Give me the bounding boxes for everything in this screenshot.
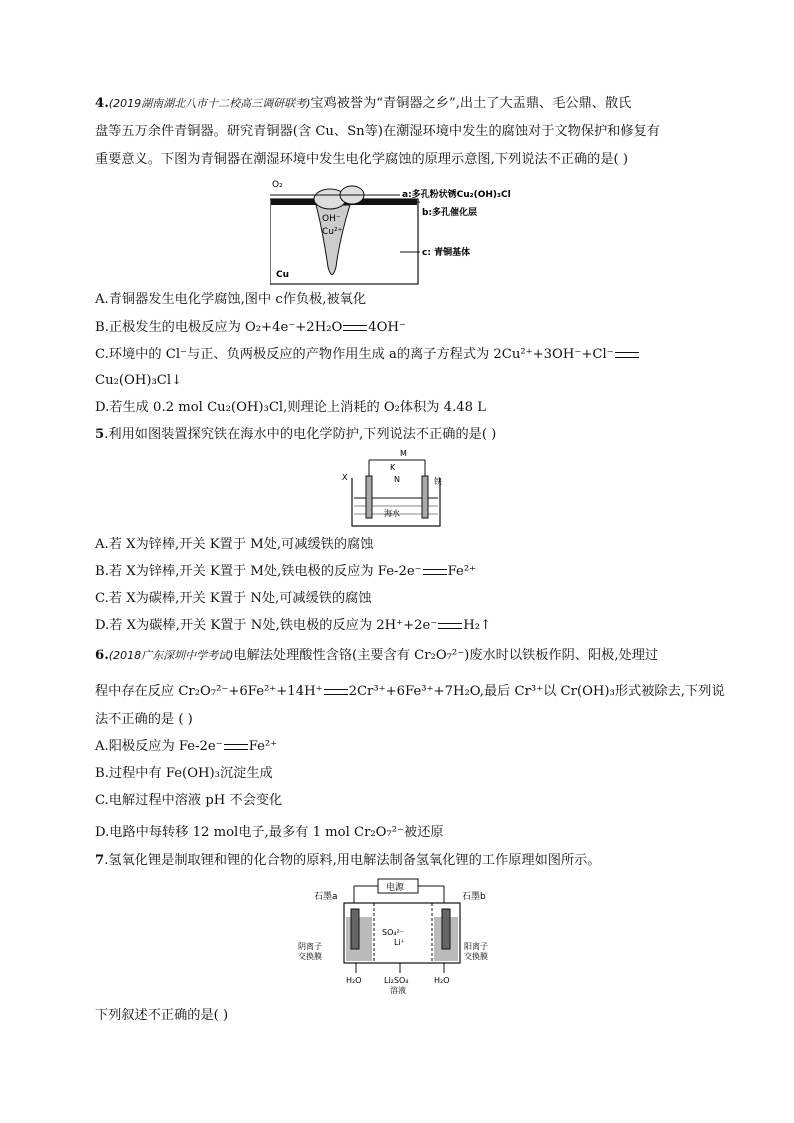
svg-text:交换膜: 交换膜: [298, 952, 322, 961]
q4-option-c: C.环境中的 Cl⁻与正、负两极反应的产物作用生成 a的离子方程式为 2Cu²⁺+3OH⁻+Cl⁻: [95, 346, 640, 364]
water-left-label: H₂O: [346, 976, 362, 985]
q4-stem-3: 重要意义。下图为青铜器在潮湿环境中发生电化学腐蚀的原理示意图,下列说法不正确的是( ): [95, 152, 628, 167]
q4-option-d: D.若生成 0.2 mol Cu₂(OH)₃Cl,则理论上消耗的 O₂体积为 4.48 L: [95, 400, 486, 415]
x-label: X: [342, 473, 348, 482]
q6-line2: 程中存在反应 Cr₂O₇²⁻+6Fe²⁺+14H⁺ 2Cr³⁺+6Fe³⁺+7H₂O,最后 Cr³⁺以 Cr(OH)₃形式被除去,下列说: [95, 684, 725, 699]
q4-stem-1: 宝鸡被誉为“青铜器之乡”,出土了大盂鼎、毛公鼎、散氏: [310, 96, 632, 111]
iron-label: 铁: [434, 477, 442, 486]
q4-line1: 4.(2019湖南湖北八市十二校高三调研联考)宝鸡被誉为“青铜器之乡”,出土了大盂鼎、毛公鼎、散氏: [95, 96, 632, 111]
q5-option-d: D.若 X为碳棒,开关 K置于 N处,铁电极的反应为 2H⁺+2e⁻ H₂↑: [95, 618, 492, 633]
q5-option-a: A.若 X为锌棒,开关 K置于 M处,可减缓铁的腐蚀: [95, 537, 374, 552]
seawater-label: 海水: [384, 509, 400, 518]
li2so4-label: Li₂SO₄: [384, 976, 409, 985]
q7-tail: 下列叙述不正确的是( ): [95, 1008, 229, 1023]
label-b: b:多孔催化层: [422, 208, 478, 218]
q4-option-c-cont: Cu₂(OH)₃Cl↓: [95, 373, 183, 388]
n-label: N: [394, 475, 400, 484]
seawater-protection-figure: [340, 448, 460, 536]
q6-line1: 6.(2018广东深圳中学考试)电解法处理酸性含铬(主要含有 Cr₂O₇²⁻)废水时以铁板作阴、阳极,处理过: [95, 648, 659, 663]
so4-label: SO₄²⁻: [382, 928, 405, 937]
oh-label: OH⁻: [322, 214, 341, 224]
q5-stem: 5.利用如图装置探究铁在海水中的电化学防护,下列说法不正确的是( ): [95, 427, 497, 442]
q4-stem-2: 盘等五万余件青铜器。研究青铜器(含 Cu、Sn等)在潮湿环境中发生的腐蚀对于文物保护和修复有: [95, 124, 660, 139]
graphite-b-label: 石墨b: [462, 892, 486, 902]
power-label: 电源: [386, 883, 405, 893]
q6-line3: 法不正确的是 ( ): [95, 712, 193, 727]
k-label: K: [390, 463, 396, 472]
water-right-label: H₂O: [434, 976, 450, 985]
svg-text:交换膜: 交换膜: [464, 952, 488, 961]
q4-option-b: B.正极发生的电极反应为 O₂+4e⁻+2H₂O 4OH⁻: [95, 320, 406, 335]
li-ion-label: Li⁺: [394, 938, 405, 947]
anion-membrane-label: 阴离子: [298, 942, 322, 951]
svg-text:溶液: 溶液: [390, 986, 406, 995]
label-a: a:多孔粉状锈Cu₂(OH)₃Cl: [402, 190, 511, 200]
bronze-corrosion-figure: [270, 177, 570, 291]
q5-option-b: B.若 X为锌棒,开关 K置于 M处,铁电极的反应为 Fe-2e⁻ Fe²⁺: [95, 564, 477, 579]
cu-label: Cu: [276, 270, 290, 280]
q6-option-d: D.电路中每转移 12 mol电子,最多有 1 mol Cr₂O₇²⁻被还原: [95, 825, 444, 840]
m-label: M: [400, 449, 407, 458]
q7-stem: 7.氢氧化锂是制取锂和锂的化合物的原料,用电解法制备氢氧化锂的工作原理如图所示。: [95, 853, 601, 868]
q6-option-a: A.阳极反应为 Fe-2e⁻ Fe²⁺: [95, 739, 278, 754]
o2-label: O₂: [272, 180, 283, 190]
q5-option-c: C.若 X为碳棒,开关 K置于 N处,可减缓铁的腐蚀: [95, 591, 372, 606]
lioh-electrolysis-figure: [294, 877, 504, 1001]
q4-option-a: A.青铜器发生电化学腐蚀,图中 c作负极,被氧化: [95, 292, 367, 307]
q4-source: (2019湖南湖北八市十二校高三调研联考): [108, 97, 311, 110]
cation-membrane-label: 阳离子: [464, 942, 488, 951]
label-c: c: 青铜基体: [422, 248, 471, 258]
q4-number: 4: [95, 96, 105, 111]
q6-option-b: B.过程中有 Fe(OH)₃沉淀生成: [95, 766, 273, 781]
q6-option-c: C.电解过程中溶液 pH 不会变化: [95, 793, 283, 808]
graphite-a-label: 石墨a: [314, 892, 338, 902]
cu2-label: Cu²⁺: [322, 227, 343, 237]
